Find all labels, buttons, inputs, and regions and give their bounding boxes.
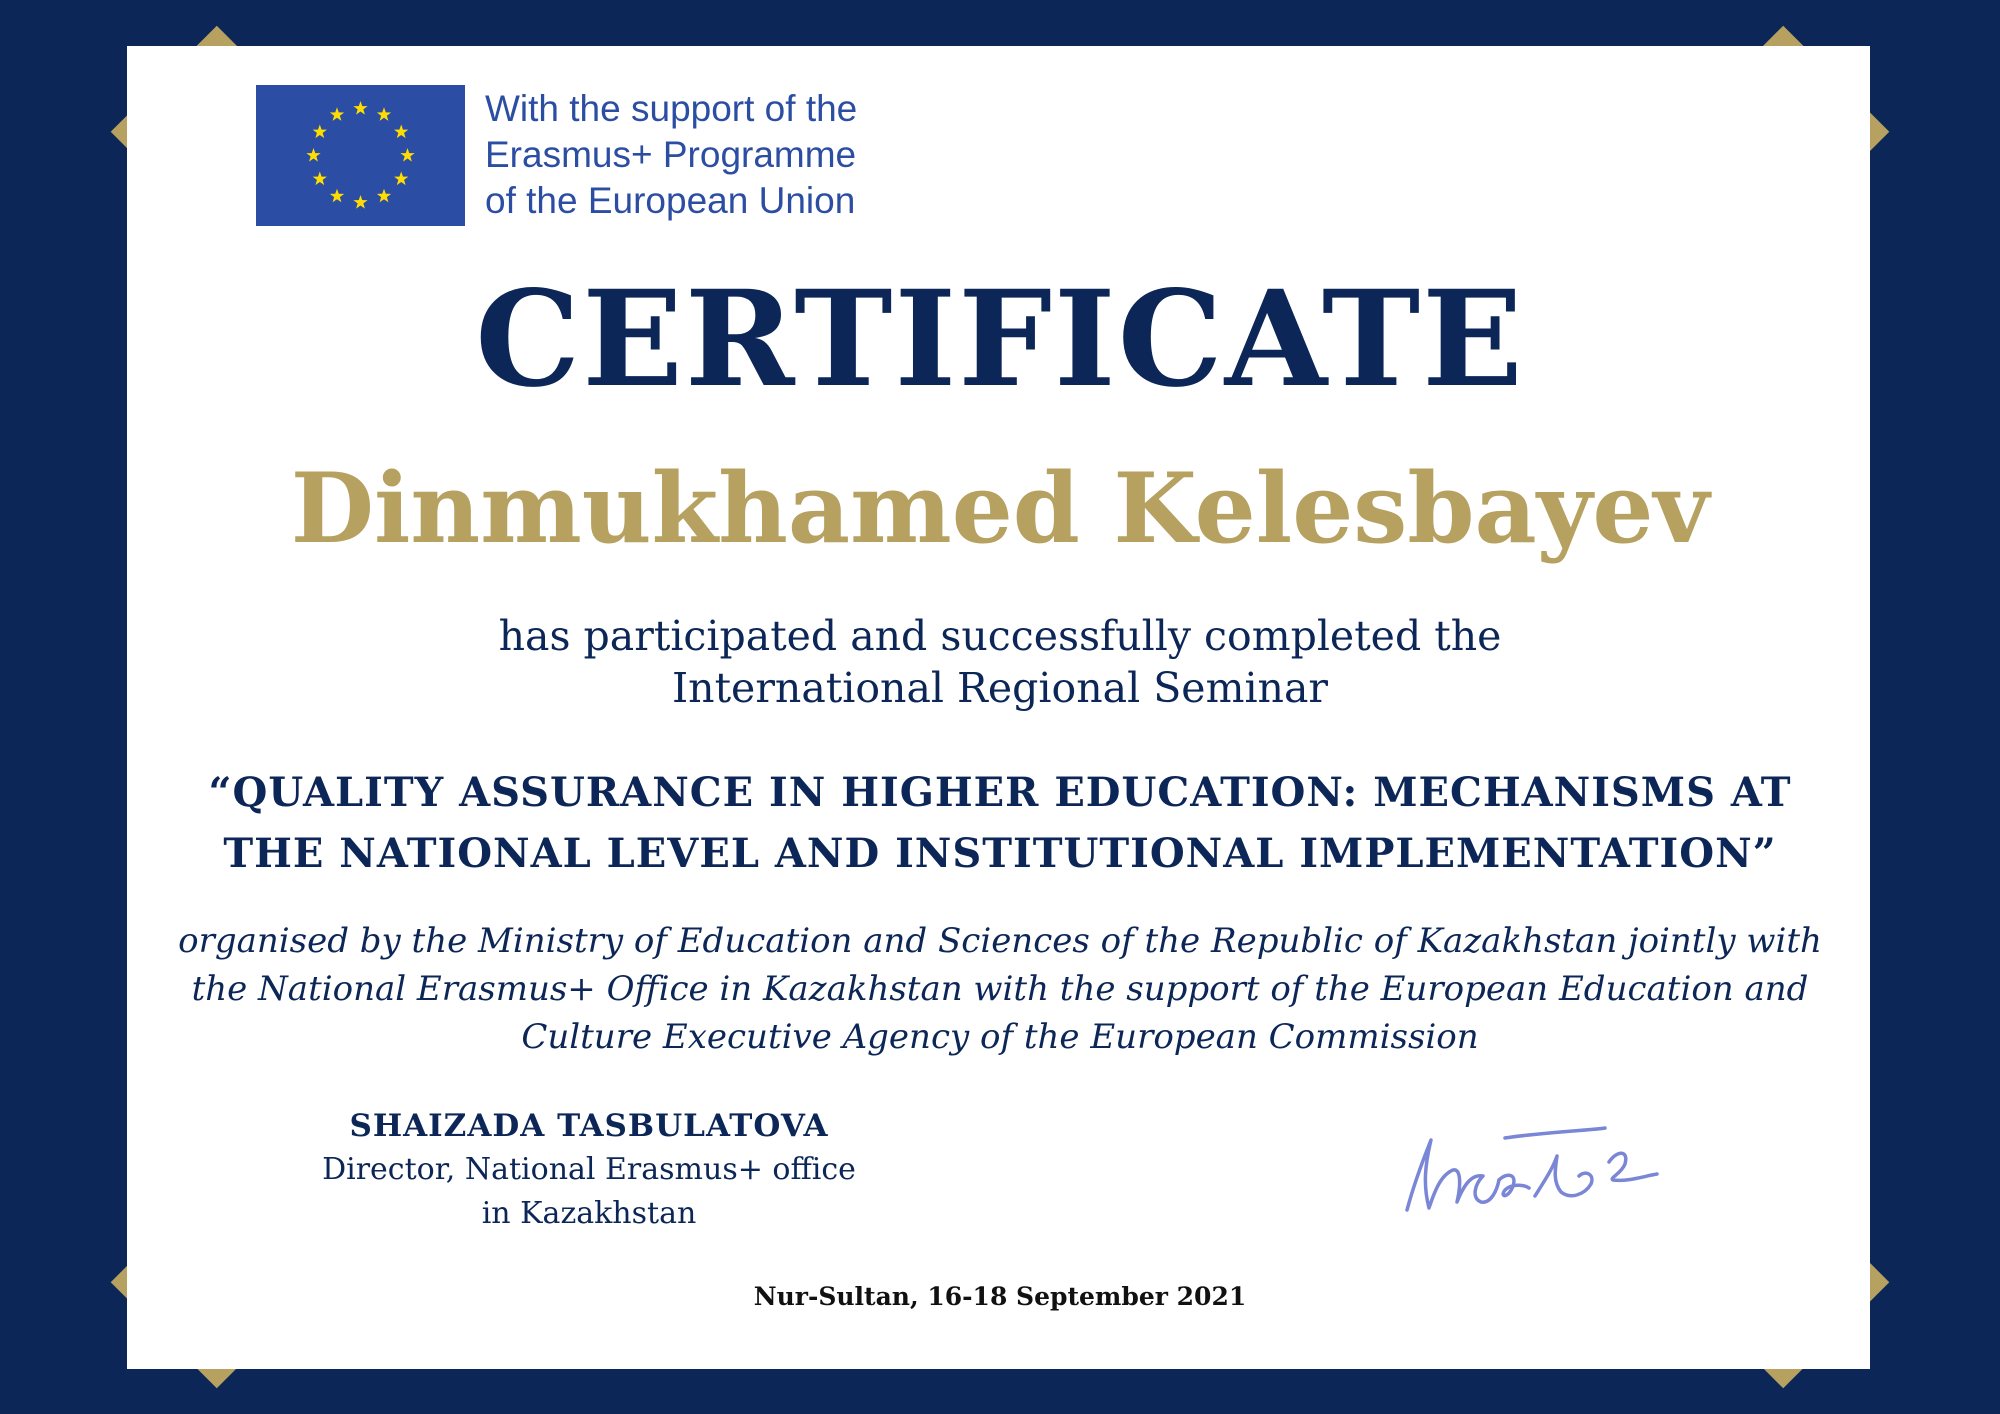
eu-star-icon <box>353 195 367 209</box>
eu-star-icon <box>394 125 408 139</box>
eu-star-icon <box>353 101 367 115</box>
place-and-date: Nur-Sultan, 16-18 September 2021 <box>753 1282 1247 1311</box>
eu-star-icon <box>313 172 327 186</box>
eu-support-line-3: of the European Union <box>485 180 856 221</box>
eu-star-icon <box>313 125 327 139</box>
participation-line-2: International Regional Seminar <box>671 664 1329 712</box>
participation-text <box>0 610 2000 714</box>
organiser-text <box>0 917 2000 1061</box>
signer-role-line-1: Director, National Erasmus+ office <box>322 1152 856 1187</box>
recipient-name: Dinmukhamed Kelesbayev <box>290 452 1710 565</box>
seminar-title-line-1: “QUALITY ASSURANCE IN HIGHER EDUCATION: MECHANISMS AT <box>208 769 1792 816</box>
organiser-line-1: organised by the Ministry of Education and Sciences of the Republic of Kazakhstan jointly with <box>178 921 1822 961</box>
eu-star-icon <box>377 189 391 203</box>
organiser-line-2: the National Erasmus+ Office in Kazakhstan with the support of the European Education and <box>191 969 1809 1009</box>
eu-flag-icon <box>256 85 465 226</box>
eu-support-line-1: With the support of the <box>485 88 858 129</box>
seminar-title <box>0 762 2000 884</box>
signer-name: SHAIZADA TASBULATOVA <box>349 1108 829 1144</box>
eu-star-icon <box>377 107 391 121</box>
eu-star-icon <box>400 148 414 162</box>
eu-star-icon <box>394 172 408 186</box>
eu-star-icon <box>330 189 344 203</box>
participation-line-1: has participated and successfully completed the <box>498 612 1502 660</box>
handwritten-signature <box>1395 1110 1675 1220</box>
signer-block <box>289 1104 889 1236</box>
organiser-line-3: Culture Executive Agency of the European Commission <box>521 1017 1479 1057</box>
eu-support-line-2: Erasmus+ Programme <box>485 134 857 175</box>
signer-role-line-2: in Kazakhstan <box>481 1196 697 1231</box>
eu-star-icon <box>306 148 320 162</box>
seminar-title-line-2: THE NATIONAL LEVEL AND INSTITUTIONAL IMPLEMENTATION” <box>223 830 1777 877</box>
eu-support-text <box>485 86 985 224</box>
certificate-title: CERTIFICATE <box>475 262 1525 417</box>
eu-star-icon <box>330 107 344 121</box>
